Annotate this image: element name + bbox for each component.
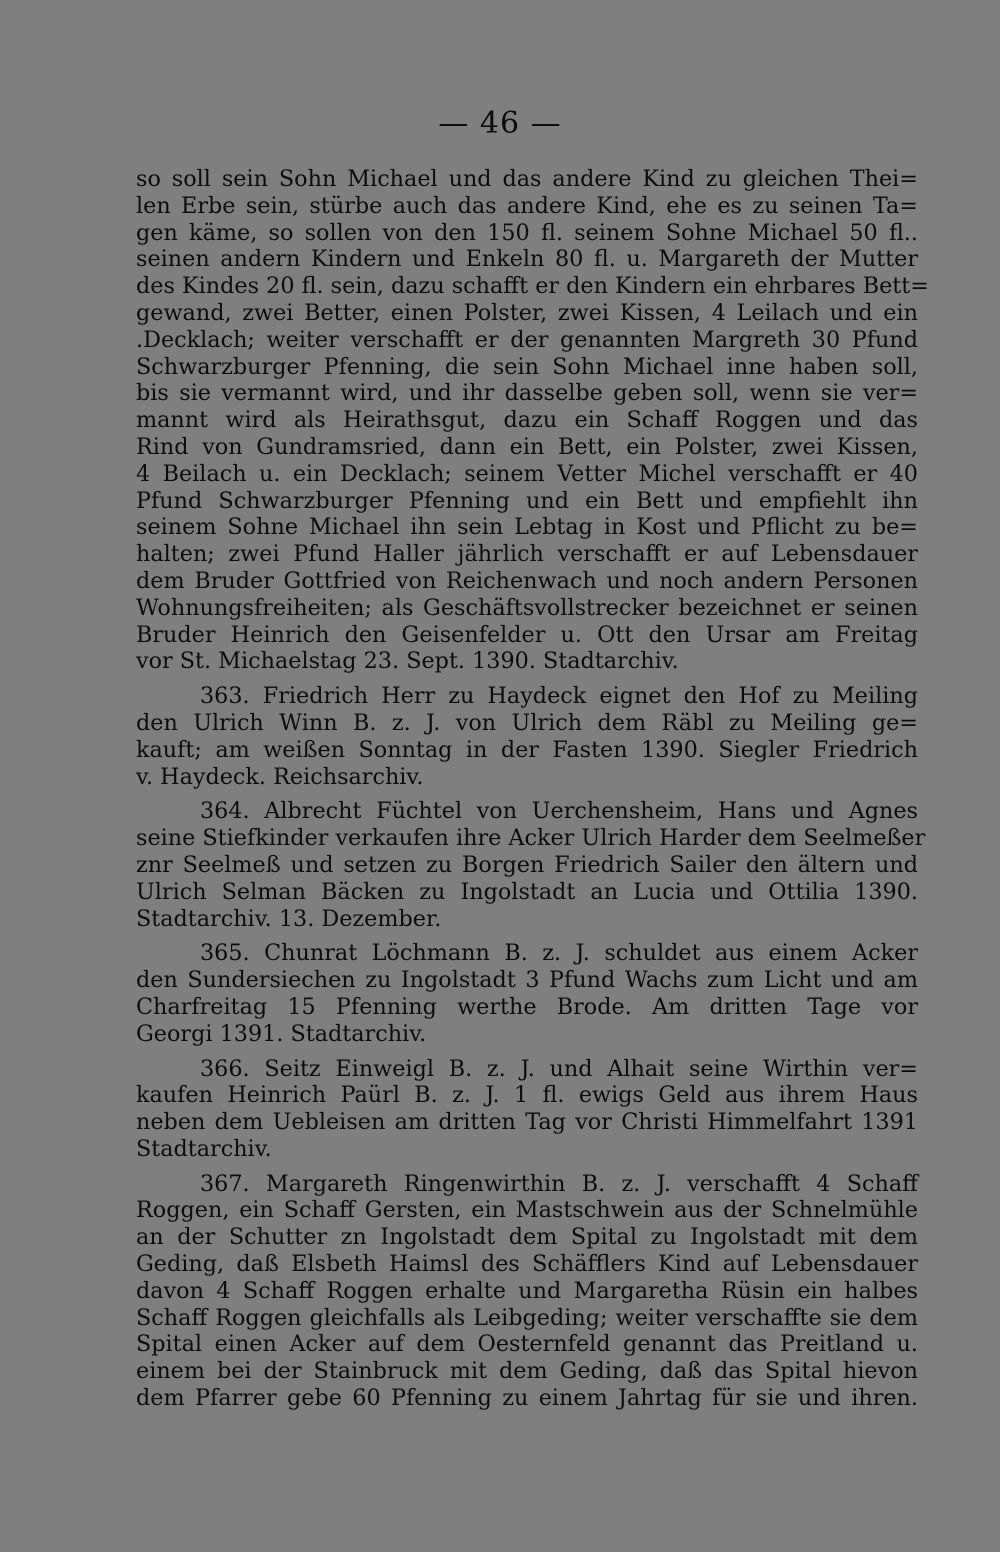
text-line: Wohnungsfreiheiten; als Geschäftsvollstrecker bezeichnet er seinen xyxy=(136,594,918,621)
text-line: den Ulrich Winn B. z. J. von Ulrich dem Räbl zu Meiling ge= xyxy=(136,709,918,736)
text-line: znr Seelmeß und setzen zu Borgen Friedrich Sailer den ältern und xyxy=(136,851,918,878)
text-line: seinem Sohne Michael ihn sein Lebtag in Kost und Pflicht zu be= xyxy=(136,514,918,541)
entry-365 xyxy=(136,940,918,1047)
text-line: den Sundersiechen zu Ingolstadt 3 Pfund Wachs zum Licht und am xyxy=(136,967,918,994)
entry-363 xyxy=(136,683,918,790)
text-line: 366. Seitz Einweigl B. z. J. und Alhait seine Wirthin ver= xyxy=(200,1055,918,1082)
page-number: — 46 — xyxy=(438,106,562,141)
text-body xyxy=(136,166,929,1412)
text-line: Stadtarchiv. 13. Dezember. xyxy=(136,905,442,932)
text-line: kauft; am weißen Sonntag in der Fasten 1390. Siegler Friedrich xyxy=(136,736,918,763)
text-line: 365. Chunrat Löchmann B. z. J. schuldet aus einem Acker xyxy=(200,940,918,967)
text-line: Rind von Gundramsried, dann ein Bett, ein Polster, zwei Kissen, xyxy=(136,433,918,460)
text-line: des Kindes 20 fl. sein, dazu schafft er den Kindern ein ehrbares Bett= xyxy=(136,273,929,300)
text-line: Bruder Heinrich den Geisenfelder u. Ott den Ursar am Freitag xyxy=(136,621,918,648)
text-line: kaufen Heinrich Paürl B. z. J. 1 fl. ewigs Geld aus ihrem Haus xyxy=(136,1082,918,1109)
text-line: davon 4 Schaff Roggen erhalte und Margaretha Rüsin ein halbes xyxy=(136,1277,918,1304)
text-line: Stadtarchiv. xyxy=(136,1135,272,1162)
text-line: 367. Margareth Ringenwirthin B. z. J. verschafft 4 Schaff xyxy=(200,1170,918,1197)
text-line: Georgi 1391. Stadtarchiv. xyxy=(136,1020,427,1047)
text-line: Charfreitag 15 Pfenning werthe Brode. Am dritten Tage vor xyxy=(136,993,918,1020)
text-line: 364. Albrecht Füchtel von Uerchensheim, Hans und Agnes xyxy=(200,798,918,825)
text-line: seine Stiefkinder verkaufen ihre Acker Ulrich Harder dem Seelmeßer xyxy=(136,825,926,852)
text-line: Roggen, ein Schaff Gersten, ein Mastschwein aus der Schnelmühle xyxy=(136,1197,918,1224)
text-line: dem Bruder Gottfried von Reichenwach und noch andern Personen xyxy=(136,567,918,594)
text-line: halten; zwei Pfund Haller jährlich verschafft er auf Lebensdauer xyxy=(136,541,918,568)
text-line: einem bei der Stainbruck mit dem Geding, daß das Spital hievon xyxy=(136,1358,918,1385)
text-line: seinen andern Kindern und Enkeln 80 fl. u. Margareth der Mutter xyxy=(136,246,918,273)
text-line: Schwarzburger Pfenning, die sein Sohn Michael inne haben soll, xyxy=(136,353,918,380)
text-line: Spital einen Acker auf dem Oesternfeld genannt das Preitland u. xyxy=(136,1331,918,1358)
text-line: Schaff Roggen gleichfalls als Leibgeding; weiter verschaffte sie dem xyxy=(136,1304,918,1331)
text-line: Geding, daß Elsbeth Haimsl des Schäfflers Kind auf Lebensdauer xyxy=(136,1251,918,1278)
text-line: 4 Beilach u. ein Decklach; seinem Vetter Michel verschafft er 40 xyxy=(136,460,918,487)
text-line: 363. Friedrich Herr zu Haydeck eignet den Hof zu Meiling xyxy=(200,683,918,710)
text-line: neben dem Uebleisen am dritten Tag vor Christi Himmelfahrt 1391 xyxy=(136,1109,918,1136)
text-line: dem Pfarrer gebe 60 Pfenning zu einem Jahrtag für sie und ihren. xyxy=(136,1385,918,1412)
text-line: len Erbe sein, stürbe auch das andere Kind, ehe es zu seinen Ta= xyxy=(136,192,918,219)
text-line: bis sie vermannt wird, und ihr dasselbe geben soll, wenn sie ver= xyxy=(136,380,918,407)
text-line: gewand, zwei Better, einen Polster, zwei Kissen, 4 Leilach und ein xyxy=(136,299,918,326)
text-line: .Decklach; weiter verschafft er der genannten Margreth 30 Pfund xyxy=(136,326,918,353)
text-line: Ulrich Selman Bäcken zu Ingolstadt an Lucia und Ottilia 1390. xyxy=(136,878,918,905)
text-line: so soll sein Sohn Michael und das andere Kind zu gleichen Thei= xyxy=(136,166,918,192)
entry-364 xyxy=(136,798,926,932)
text-line: mannt wird als Heirathsgut, dazu ein Schaff Roggen und das xyxy=(136,407,918,434)
entry-367 xyxy=(136,1171,918,1412)
paragraph-continuation xyxy=(136,166,929,675)
text-line: Pfund Schwarzburger Pfenning und ein Bett und empfiehlt ihn xyxy=(136,487,918,514)
entry-366 xyxy=(136,1056,918,1163)
text-line: v. Haydeck. Reichsarchiv. xyxy=(136,763,424,790)
text-line: gen käme, so sollen von den 150 fl. seinem Sohne Michael 50 fl.. xyxy=(136,219,918,246)
text-line: an der Schutter zn Ingolstadt dem Spital zu Ingolstadt mit dem xyxy=(136,1224,918,1251)
text-line: vor St. Michaelstag 23. Sept. 1390. Stadtarchiv. xyxy=(136,648,679,675)
